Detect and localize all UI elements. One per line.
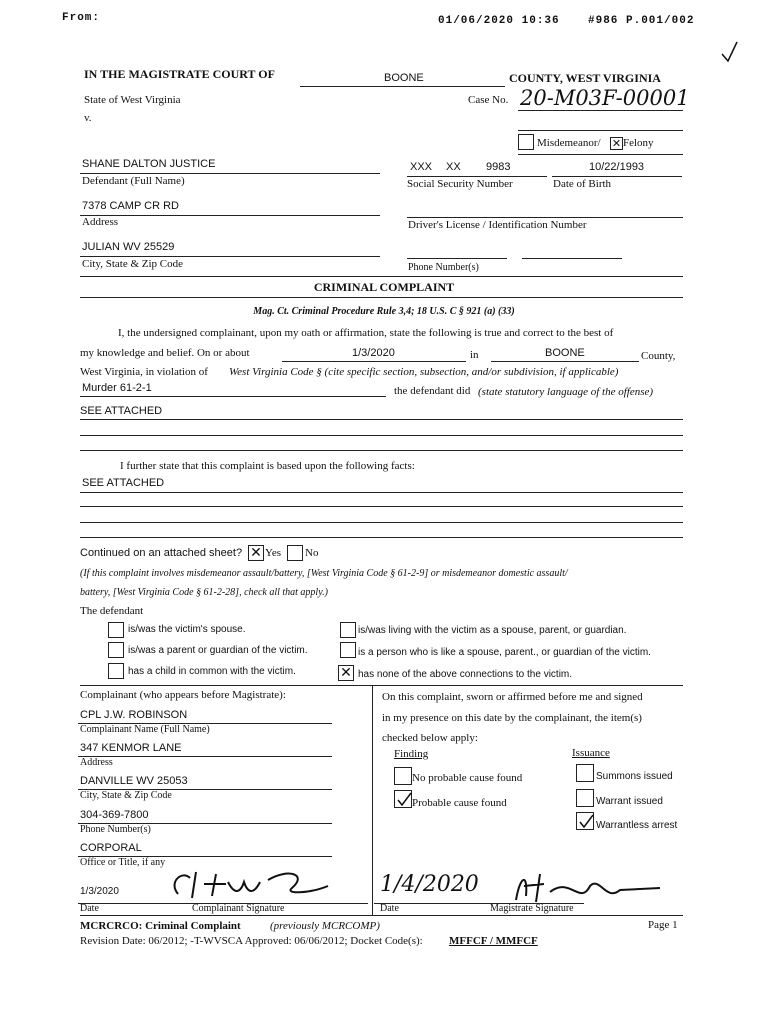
- magistrate-date-handwritten: 1/4/2020: [380, 872, 479, 897]
- magistrate-date-label: Date: [380, 903, 399, 914]
- court-state: COUNTY, WEST VIRGINIA: [509, 71, 661, 85]
- rel-parent-label: is/was a parent or guardian of the victim.: [128, 645, 308, 656]
- complainant-heading: Complainant (who appears before Magistrate):: [80, 689, 286, 701]
- rel-parent-checkbox[interactable]: [108, 642, 124, 658]
- dob: 10/22/1993: [589, 161, 645, 173]
- misdemeanor-label: Misdemeanor/: [537, 137, 601, 149]
- offense-date: 1/3/2020: [352, 347, 395, 359]
- statutory-language-label: (state statutory language of the offense): [478, 386, 654, 398]
- dob-label: Date of Birth: [553, 178, 612, 190]
- warrantless-label: Warrantless arrest: [596, 820, 678, 831]
- continued-yes-label: Yes: [265, 547, 282, 559]
- issuance-heading: Issuance: [572, 747, 610, 759]
- rel-child-label: has a child in common with the victim.: [128, 666, 296, 677]
- fax-from-label: From:: [62, 12, 101, 24]
- oath-line-1: I, the undersigned complainant, upon my oath or affirmation, state the following is true and correct to the best of: [118, 327, 614, 339]
- drivers-license-label: Driver's License / Identification Number: [408, 219, 587, 231]
- complaint-title: CRIMINAL COMPLAINT: [313, 280, 455, 294]
- phone-label: Phone Number(s): [408, 262, 479, 273]
- complainant-signature: [168, 864, 348, 904]
- continued-no-checkbox[interactable]: [287, 545, 303, 561]
- complainant-date-label: Date: [80, 903, 99, 914]
- procedure-rule: Mag. Ct. Criminal Procedure Rule 3,4; 18 U.S. C § 921 (a) (33): [253, 306, 515, 317]
- revision-info: Revision Date: 06/2012; -T-WVSCA Approved: 06/06/2012; Docket Code(s):: [80, 935, 423, 947]
- defendant-did-label: the defendant did: [394, 385, 471, 397]
- oath-line-2: my knowledge and belief. On or about: [80, 347, 250, 359]
- offense-county: BOONE: [545, 347, 585, 359]
- statute-code: Murder 61-2-1: [82, 382, 152, 394]
- defendant-city-label: City, State & Zip Code: [82, 258, 184, 270]
- probable-cause-checkbox[interactable]: [394, 790, 412, 808]
- complainant-city-label: City, State & Zip Code: [80, 790, 172, 801]
- defendant-address-label: Address: [82, 216, 119, 228]
- felony-checkbox[interactable]: ✕: [611, 137, 622, 150]
- misdemeanor-checkbox[interactable]: [518, 134, 534, 150]
- complainant-phone-label: Phone Number(s): [80, 824, 151, 835]
- complainant-name: CPL J.W. ROBINSON: [80, 709, 188, 721]
- warrantless-checkbox[interactable]: [576, 812, 594, 830]
- complainant-title: CORPORAL: [80, 842, 142, 854]
- finding-heading: Finding: [394, 748, 429, 760]
- court-county: BOONE: [384, 72, 424, 84]
- complainant-address: 347 KENMOR LANE: [80, 742, 182, 754]
- dv-note-2: battery, [West Virginia Code § 61-2-28], check all that apply.): [80, 587, 328, 598]
- magistrate-text-2: in my presence on this date by the complainant, the item(s): [382, 712, 642, 724]
- complainant-name-label: Complainant Name (Full Name): [80, 724, 210, 735]
- continued-no-label: No: [305, 547, 319, 559]
- felony-label: Felony: [623, 137, 654, 149]
- magistrate-text-3: checked below apply:: [382, 732, 478, 744]
- rel-none-label: has none of the above connections to the victim.: [358, 669, 573, 680]
- complainant-date: 1/3/2020: [80, 886, 119, 897]
- defendant-city: JULIAN WV 25529: [82, 241, 175, 253]
- violation-text: West Virginia, in violation of: [80, 366, 208, 378]
- rel-living-checkbox[interactable]: [340, 622, 356, 638]
- fax-page-ref: #986 P.001/002: [588, 15, 695, 27]
- defendant-name: SHANE DALTON JUSTICE: [82, 158, 216, 170]
- checkmark-icon: [396, 791, 412, 807]
- summons-checkbox[interactable]: [576, 764, 594, 782]
- ssn-label: Social Security Number: [407, 178, 513, 190]
- page-number: Page 1: [648, 919, 678, 931]
- complainant-title-label: Office or Title, if any: [80, 857, 166, 868]
- no-probable-cause-label: No probable cause found: [412, 772, 523, 784]
- violation-instructions: West Virginia Code § (cite specific section, subsection, and/or subdivision, if applicable): [229, 366, 619, 378]
- complainant-address-label: Address: [80, 757, 113, 768]
- rel-spouse-label: is/was the victim's spouse.: [128, 624, 246, 635]
- docket-codes: MFFCF / MMFCF: [449, 935, 538, 947]
- plaintiff: State of West Virginia: [84, 94, 181, 106]
- checkmark-icon: [578, 813, 594, 829]
- see-attached-offense: SEE ATTACHED: [80, 405, 163, 417]
- rel-spouse-checkbox[interactable]: [108, 622, 124, 638]
- ssn-part-c: 9983: [486, 161, 511, 173]
- rel-living-label: is/was living with the victim as a spouse, parent, or guardian.: [358, 625, 627, 636]
- form-code: MCRCRCO: Criminal Complaint: [80, 920, 241, 932]
- continued-label: Continued on an attached sheet?: [80, 547, 243, 559]
- ssn-part-b: XX: [446, 161, 461, 173]
- magistrate-signature-label: Magistrate Signature: [490, 903, 574, 914]
- no-probable-cause-checkbox[interactable]: [394, 767, 412, 785]
- probable-cause-label: Probable cause found: [412, 797, 507, 809]
- facts-label: I further state that this complaint is based upon the following facts:: [120, 460, 415, 472]
- the-defendant-label: The defendant: [80, 605, 144, 617]
- summons-label: Summons issued: [596, 771, 673, 782]
- complainant-city: DANVILLE WV 25053: [80, 775, 188, 787]
- case-number: 20-M03F-00001: [520, 86, 690, 110]
- form-previous: (previously MCRCOMP): [270, 920, 380, 932]
- rel-like-checkbox[interactable]: [340, 642, 356, 658]
- in-label: in: [470, 349, 479, 361]
- county-label: County,: [641, 350, 676, 362]
- defendant-address: 7378 CAMP CR RD: [82, 200, 179, 212]
- magistrate-text-1: On this complaint, sworn or affirmed before me and signed: [382, 691, 643, 703]
- rel-none-checkbox[interactable]: ✕: [338, 665, 354, 681]
- ssn-part-a: XXX: [410, 161, 433, 173]
- defendant-name-label: Defendant (Full Name): [82, 175, 185, 187]
- checkmark-icon: [720, 40, 740, 64]
- rel-child-checkbox[interactable]: [108, 663, 124, 679]
- dv-note-1: (If this complaint involves misdemeanor assault/battery, [West Virginia Code § 61-2-9] or misdemeanor domestic assault/: [80, 568, 568, 579]
- versus: v.: [84, 112, 92, 124]
- continued-yes-checkbox[interactable]: ✕: [248, 545, 264, 561]
- rel-like-label: is a person who is like a spouse, parent., or guardian of the victim.: [358, 647, 651, 658]
- see-attached-facts: SEE ATTACHED: [82, 477, 165, 489]
- complainant-signature-label: Complainant Signature: [192, 903, 285, 914]
- fax-datetime: 01/06/2020 10:36: [438, 15, 560, 27]
- warrant-label: Warrant issued: [596, 796, 663, 807]
- case-no-label: Case No.: [468, 94, 509, 106]
- court-heading: IN THE MAGISTRATE COURT OF: [84, 67, 275, 81]
- complainant-phone: 304-369-7800: [80, 809, 149, 821]
- warrant-checkbox[interactable]: [576, 789, 594, 807]
